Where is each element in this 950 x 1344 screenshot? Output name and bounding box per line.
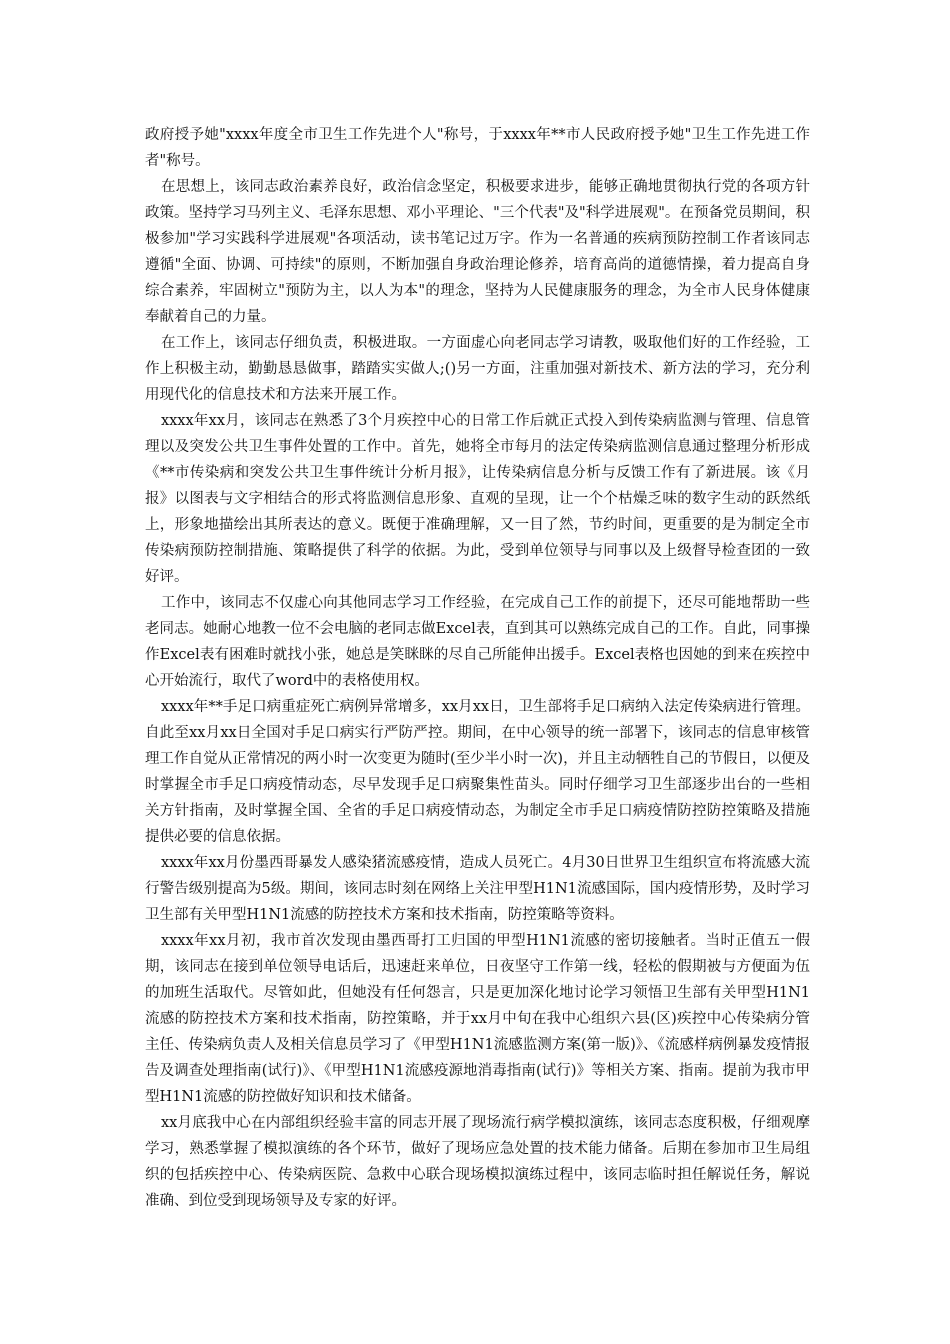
paragraph-monthly-report: xxxx年xx月，该同志在熟悉了3个月疾控中心的日常工作后就正式投入到传染病监测与管理、信息管理以及突发公共卫生事件处置的工作中。首先，她将全市每月的法定传染病监测信息通过整理分析形成《**市传染病和突发公共卫生事件统计分析月报》，让传染病信息分析与反馈工作有了新进展。该《月报》以图表与文字相结合的形式将监测信息形象、直观的呈现，让一个个枯燥乏味的数字生动的跃然纸上，形象地描绘出其所表达的意义。既便于准确理解，又一目了然，节约时间，更重要的是为制定全市传染病预防控制措施、策略提供了科学的依据。为此，受到单位领导与同事以及上级督导检查团的一致好评。 bbox=[145, 413, 810, 585]
paragraph-hfmd-control: xxxx年**手足口病重症死亡病例异常增多，xx月xx日，卫生部将手足口病纳入法定传染病进行管理。自此至xx月xx日全国对手足口病实行严防严控。期间，在中心领导的统一部署下，该同志的信息审核管理工作自觉从正常情况的两小时一次变更为随时(至少半小时一次)，并且主动牺牲自己的节假日，以便及时掌握全市手足口病疫情动态，尽早发现手足口病聚集性苗头。同时仔细学习卫生部逐步出台的一些相关方针指南，及时掌握全国、全省的手足口病疫情动态，为制定全市手足口病疫情防控防控策略及措施提供必要的信息依据。 bbox=[145, 699, 810, 845]
paragraph-work-attitude: 在工作上，该同志仔细负责，积极进取。一方面虚心向老同志学习请教，吸取他们好的工作经验，工作上积极主动，勤勤恳恳做事，踏踏实实做人;()另一方面，注重加强对新技术、新方法的学习，充分利用现代化的信息技术和方法来开展工作。 bbox=[145, 335, 810, 403]
paragraph-h1n1-monitoring: xxxx年xx月份墨西哥暴发人感染猪流感疫情，造成人员死亡。4月30日世界卫生组织宣布将流感大流行警告级别提高为5级。期间，该同志时刻在网络上关注甲型H1N1流感国际，国内疫情形势，及时学习卫生部有关甲型H1N1流感的防控技术方案和技术指南，防控策略等资料。 bbox=[145, 855, 810, 923]
paragraph-drill: xx月底我中心在内部组织经验丰富的同志开展了现场流行病学模拟演练，该同志态度积极，仔细观摩学习，熟悉掌握了模拟演练的各个环节，做好了现场应急处置的技术能力储备。后期在参加市卫生局组织的包括疾控中心、传染病医院、急救中心联合现场模拟演练过程中，该同志临时担任解说任务，解说准确、到位受到现场领导及专家的好评。 bbox=[145, 1115, 810, 1209]
paragraph-helping-colleagues: 工作中，该同志不仅虚心向其他同志学习工作经验，在完成自己工作的前提下，还尽可能地帮助一些老同志。她耐心地教一位不会电脑的老同志做Excel表，直到其可以熟练完成自己的工作。自此，同事操作Excel表有困难时就找小张，她总是笑眯眯的尽自己所能伸出援手。Excel表格也因她的到来在疾控中心开始流行，取代了word中的表格使用权。 bbox=[145, 595, 810, 689]
paragraph-h1n1-response: xxxx年xx月初，我市首次发现由墨西哥打工归国的甲型H1N1流感的密切接触者。当时正值五一假期，该同志在接到单位领导电话后，迅速赶来单位，日夜坚守工作第一线，轻松的假期被与方便面为伍的加班生活取代。尽管如此，但她没有任何怨言，只是更加深化地讨论学习领悟卫生部有关甲型H1N1流感的防控技术方案和技术指南，防控策略，并于xx月中旬在我中心组织六县(区)疾控中心传染病分管主任、传染病负责人及相关信息员学习了《甲型H1N1流感监测方案(第一版)》、《流感样病例暴发疫情报告及调查处理指南(试行)》、《甲型H1N1流感疫源地消毒指南(试行)》等相关方案、指南。提前为我市甲型H1N1流感的防控做好知识和技术储备。 bbox=[145, 933, 810, 1105]
paragraph-ideology: 在思想上，该同志政治素养良好，政治信念坚定，积极要求进步，能够正确地贯彻执行党的各项方针政策。坚持学习马列主义、毛泽东思想、邓小平理论、"三个代表"及"科学进展观"。在预备党员期间，积极参加"学习实践科学进展观"各项活动，读书笔记过万字。作为一名普通的疾病预防控制工作者该同志遵循"全面、协调、可持续"的原则，不断加强自身政治理论修养，培育高尚的道德情操，着力提高自身综合素养，牢固树立"预防为主，以人为本"的理念，坚持为人民健康服务的理念，为全市人民身体健康奉献着自己的力量。 bbox=[145, 179, 810, 325]
document-body bbox=[145, 122, 810, 1214]
paragraph-award-continuation: 政府授予她"xxxx年度全市卫生工作先进个人"称号，于xxxx年**市人民政府授予她"卫生工作先进工作者"称号。 bbox=[145, 127, 810, 169]
